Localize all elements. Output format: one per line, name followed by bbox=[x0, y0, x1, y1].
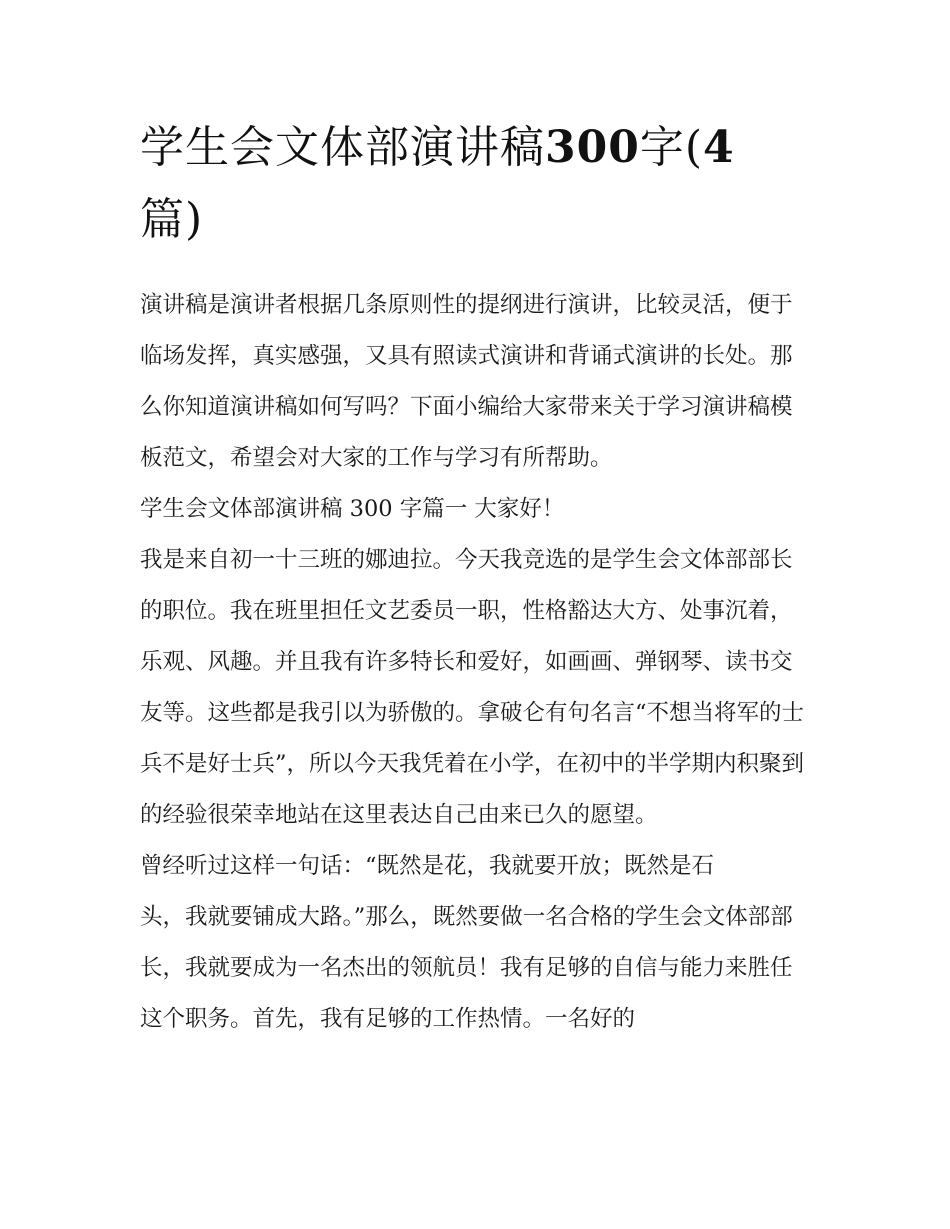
document-body bbox=[140, 280, 812, 1045]
paragraph-continuation: 头，我就要铺成大路。”那么，既然要做一名合格的学生会文体部部长，我就要成为一名杰出的领航员！我有足够的自信与能力来胜任这个职务。首先，我有足够的工作热情。一名好的 bbox=[140, 904, 793, 1032]
paragraph-intro: 演讲稿是演讲者根据几条原则性的提纲进行演讲，比较灵活，便于临场发挥，真实感强，又具有照读式演讲和背诵式演讲的长处。那么你知道演讲稿如何写吗？下面小编给大家带来关于学习演讲稿模板范文，希望会对大家的工作与学习有所帮助。 bbox=[140, 292, 793, 471]
title-text-3: 篇) bbox=[140, 194, 204, 245]
document-content bbox=[140, 112, 812, 1045]
paragraph-self-intro: 我是来自初一十三班的娜迪拉。今天我竞选的是学生会文体部部长的职位。我在班里担任文艺委员一职，性格豁达大方、处事沉着，乐观、风趣。并且我有许多特长和爱好，如画画、弹钢琴、读书交友等。这些都是我引以为骄傲的。拿破仑有句名言“不想当将军的士兵不是好士兵”，所以今天我凭着在小学，在初中的半学期内积聚到的经验很荣幸地站在这里表达自己由来已久的愿望。 bbox=[140, 547, 805, 828]
title-count: 4 bbox=[703, 122, 735, 173]
title-number: 300 bbox=[545, 122, 640, 173]
document-title bbox=[140, 112, 812, 256]
paragraph-quote-line: 曾经听过这样一句话：“既然是花，我就要开放；既然是石 bbox=[140, 853, 715, 879]
title-text-2: 字( bbox=[639, 122, 704, 173]
title-text-1: 学生会文体部演讲稿 bbox=[140, 122, 545, 173]
paragraph-section-heading: 学生会文体部演讲稿 300 字篇一 大家好！ bbox=[140, 496, 565, 522]
